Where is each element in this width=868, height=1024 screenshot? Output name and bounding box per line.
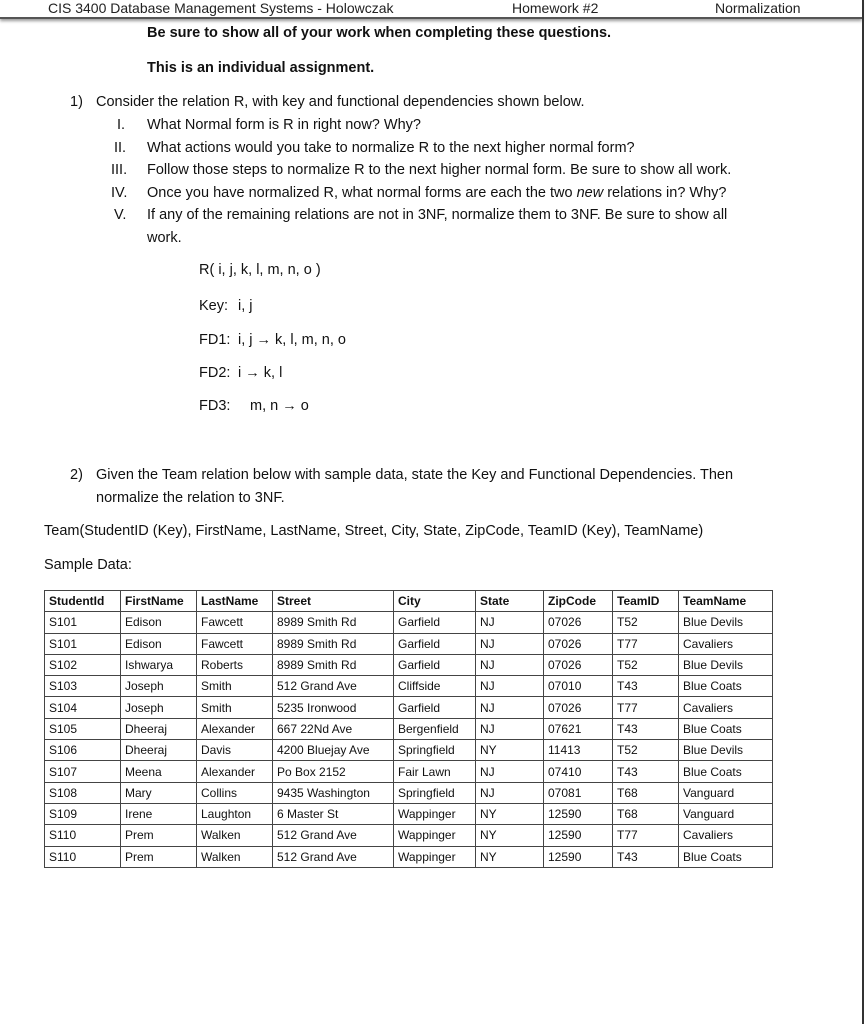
q1-item-cont: work.: [147, 230, 182, 246]
table-cell: Cliffside: [394, 676, 476, 697]
fd2-label: FD2:: [199, 365, 231, 381]
table-cell: Roberts: [197, 654, 273, 675]
key-value: i, j: [238, 298, 253, 314]
table-cell: 512 Grand Ave: [273, 825, 394, 846]
table-cell: Smith: [197, 676, 273, 697]
table-cell: Walken: [197, 846, 273, 867]
table-row: [45, 676, 773, 697]
table-cell: Wappinger: [394, 846, 476, 867]
table-cell: 4200 Bluejay Ave: [273, 740, 394, 761]
table-cell: Alexander: [197, 761, 273, 782]
page-edge: [862, 0, 864, 1024]
table-cell: Edison: [121, 633, 197, 654]
table-cell: 12590: [544, 803, 613, 824]
q1-item: What actions would you take to normalize R to the next higher normal form?: [147, 140, 635, 156]
table-cell: 12590: [544, 846, 613, 867]
q2-line-1: Given the Team relation below with sample data, state the Key and Functional Dependencies. Then: [96, 467, 734, 483]
table-cell: Cavaliers: [679, 825, 773, 846]
table-cell: S101: [45, 633, 121, 654]
table-row: [45, 740, 773, 761]
q1-item: [147, 185, 726, 201]
q1-item-part: Once you have normalized R, what normal forms are each the two: [147, 185, 577, 201]
table-cell: NY: [476, 825, 544, 846]
table-cell: 07410: [544, 761, 613, 782]
table-cell: 07010: [544, 676, 613, 697]
header-homework: Homework #2: [512, 0, 599, 16]
q1-item: Follow those steps to normalize R to the next higher normal form. Be sure to show all work.: [147, 162, 732, 178]
table-row: [45, 803, 773, 824]
q1-text: Consider the relation R, with key and functional dependencies shown below.: [96, 94, 585, 110]
table-cell: T77: [613, 633, 679, 654]
table-cell: NY: [476, 740, 544, 761]
table-cell: NY: [476, 803, 544, 824]
column-header: Street: [273, 591, 394, 612]
table-cell: Ishwarya: [121, 654, 197, 675]
table-cell: 8989 Smith Rd: [273, 612, 394, 633]
table-header-row: [45, 591, 773, 612]
table-cell: S102: [45, 654, 121, 675]
page-header: [0, 0, 862, 19]
table-cell: 8989 Smith Rd: [273, 633, 394, 654]
column-header: ZipCode: [544, 591, 613, 612]
q2-line-2: normalize the relation to 3NF.: [96, 490, 285, 506]
table-cell: Laughton: [197, 803, 273, 824]
table-cell: 5235 Ironwood: [273, 697, 394, 718]
table-cell: Cavaliers: [679, 697, 773, 718]
table-cell: NJ: [476, 761, 544, 782]
table-cell: Blue Coats: [679, 676, 773, 697]
table-cell: Garfield: [394, 654, 476, 675]
table-cell: 667 22Nd Ave: [273, 718, 394, 739]
table-cell: Dheeraj: [121, 740, 197, 761]
table-cell: S104: [45, 697, 121, 718]
table-cell: Bergenfield: [394, 718, 476, 739]
table-cell: T43: [613, 846, 679, 867]
q1-item-num: V.: [114, 207, 127, 223]
column-header: TeamID: [613, 591, 679, 612]
table-cell: Vanguard: [679, 803, 773, 824]
table-cell: Joseph: [121, 697, 197, 718]
table-cell: Mary: [121, 782, 197, 803]
table-cell: S110: [45, 825, 121, 846]
table-cell: NJ: [476, 633, 544, 654]
q2-number: 2): [70, 467, 83, 483]
table-cell: S108: [45, 782, 121, 803]
table-cell: Springfield: [394, 740, 476, 761]
fd1-label: FD1:: [199, 332, 231, 348]
table-cell: S103: [45, 676, 121, 697]
table-cell: Fawcett: [197, 612, 273, 633]
table-cell: 6 Master St: [273, 803, 394, 824]
fd3-value: m, n → o: [250, 398, 309, 414]
table-cell: T68: [613, 803, 679, 824]
sample-data-table: [44, 590, 773, 868]
table-cell: S106: [45, 740, 121, 761]
table-cell: 8989 Smith Rd: [273, 654, 394, 675]
table-cell: Blue Coats: [679, 846, 773, 867]
table-cell: Dheeraj: [121, 718, 197, 739]
header-topic: Normalization: [715, 0, 801, 16]
table-cell: Cavaliers: [679, 633, 773, 654]
table-cell: Fawcett: [197, 633, 273, 654]
fd2-value: i → k, l: [238, 365, 283, 381]
table-cell: S110: [45, 846, 121, 867]
table-row: [45, 825, 773, 846]
table-cell: 07081: [544, 782, 613, 803]
q1-item-part: relations in? Why?: [603, 185, 727, 201]
table-cell: Irene: [121, 803, 197, 824]
fd3-label: FD3:: [199, 398, 231, 414]
table-cell: T43: [613, 718, 679, 739]
table-cell: T52: [613, 740, 679, 761]
intro-line-2: This is an individual assignment.: [147, 60, 375, 76]
table-row: [45, 612, 773, 633]
table-cell: NJ: [476, 697, 544, 718]
table-cell: Blue Devils: [679, 740, 773, 761]
sample-data-label: Sample Data:: [44, 557, 132, 573]
q1-item-emphasis: new: [576, 185, 604, 201]
table-cell: Garfield: [394, 697, 476, 718]
table-cell: T68: [613, 782, 679, 803]
q1-item-num: IV.: [111, 185, 128, 201]
q1-item: What Normal form is R in right now? Why?: [147, 117, 421, 133]
q1-number: 1): [70, 94, 83, 110]
table-cell: Garfield: [394, 612, 476, 633]
key-label: Key:: [199, 298, 229, 314]
table-cell: Springfield: [394, 782, 476, 803]
table-row: [45, 782, 773, 803]
table-cell: Walken: [197, 825, 273, 846]
table-row: [45, 846, 773, 867]
q1-item-num: III.: [111, 162, 128, 178]
q1-item-num: I.: [117, 117, 126, 133]
table-cell: Meena: [121, 761, 197, 782]
relation-r: R( i, j, k, l, m, n, o ): [199, 262, 321, 278]
table-cell: 07026: [544, 612, 613, 633]
column-header: State: [476, 591, 544, 612]
column-header: City: [394, 591, 476, 612]
column-header: StudentId: [45, 591, 121, 612]
fd1-value: i, j → k, l, m, n, o: [238, 332, 346, 348]
column-header: FirstName: [121, 591, 197, 612]
table-cell: Wappinger: [394, 825, 476, 846]
table-cell: 12590: [544, 825, 613, 846]
header-course: CIS 3400 Database Management Systems - Holowczak: [48, 0, 394, 16]
intro-line-1: Be sure to show all of your work when completing these questions.: [147, 25, 612, 41]
table-cell: 11413: [544, 740, 613, 761]
table-cell: Prem: [121, 825, 197, 846]
table-row: [45, 633, 773, 654]
table-cell: Vanguard: [679, 782, 773, 803]
table-row: [45, 654, 773, 675]
table-cell: Wappinger: [394, 803, 476, 824]
table-cell: S107: [45, 761, 121, 782]
table-cell: Po Box 2152: [273, 761, 394, 782]
table-cell: NJ: [476, 782, 544, 803]
table-cell: Davis: [197, 740, 273, 761]
table-row: [45, 718, 773, 739]
table-cell: Blue Devils: [679, 612, 773, 633]
table-cell: T43: [613, 676, 679, 697]
table-cell: S101: [45, 612, 121, 633]
table-cell: S105: [45, 718, 121, 739]
table-cell: Blue Coats: [679, 761, 773, 782]
table-cell: S109: [45, 803, 121, 824]
table-cell: T77: [613, 825, 679, 846]
table-cell: T52: [613, 612, 679, 633]
table-cell: 07026: [544, 697, 613, 718]
table-cell: NJ: [476, 676, 544, 697]
table-cell: Garfield: [394, 633, 476, 654]
table-cell: T43: [613, 761, 679, 782]
column-header: TeamName: [679, 591, 773, 612]
q1-item-num: II.: [114, 140, 127, 156]
table-cell: NJ: [476, 654, 544, 675]
table-cell: Joseph: [121, 676, 197, 697]
table-cell: NY: [476, 846, 544, 867]
table-cell: 07621: [544, 718, 613, 739]
table-cell: T77: [613, 697, 679, 718]
table-cell: Blue Devils: [679, 654, 773, 675]
team-schema: Team(StudentID (Key), FirstName, LastName, Street, City, State, ZipCode, TeamID (Key), TeamName): [44, 523, 704, 539]
column-header: LastName: [197, 591, 273, 612]
table-cell: T52: [613, 654, 679, 675]
table-cell: Smith: [197, 697, 273, 718]
table-cell: Alexander: [197, 718, 273, 739]
table-cell: Prem: [121, 846, 197, 867]
table-cell: NJ: [476, 612, 544, 633]
table-cell: NJ: [476, 718, 544, 739]
table-cell: Collins: [197, 782, 273, 803]
table-row: [45, 761, 773, 782]
q1-item: If any of the remaining relations are not in 3NF, normalize them to 3NF. Be sure to show all: [147, 207, 728, 223]
table-cell: 9435 Washington: [273, 782, 394, 803]
table-cell: 07026: [544, 654, 613, 675]
table-cell: Blue Coats: [679, 718, 773, 739]
table-cell: Edison: [121, 612, 197, 633]
table-cell: 512 Grand Ave: [273, 846, 394, 867]
table-cell: 512 Grand Ave: [273, 676, 394, 697]
table-cell: 07026: [544, 633, 613, 654]
table-cell: Fair Lawn: [394, 761, 476, 782]
table-row: [45, 697, 773, 718]
